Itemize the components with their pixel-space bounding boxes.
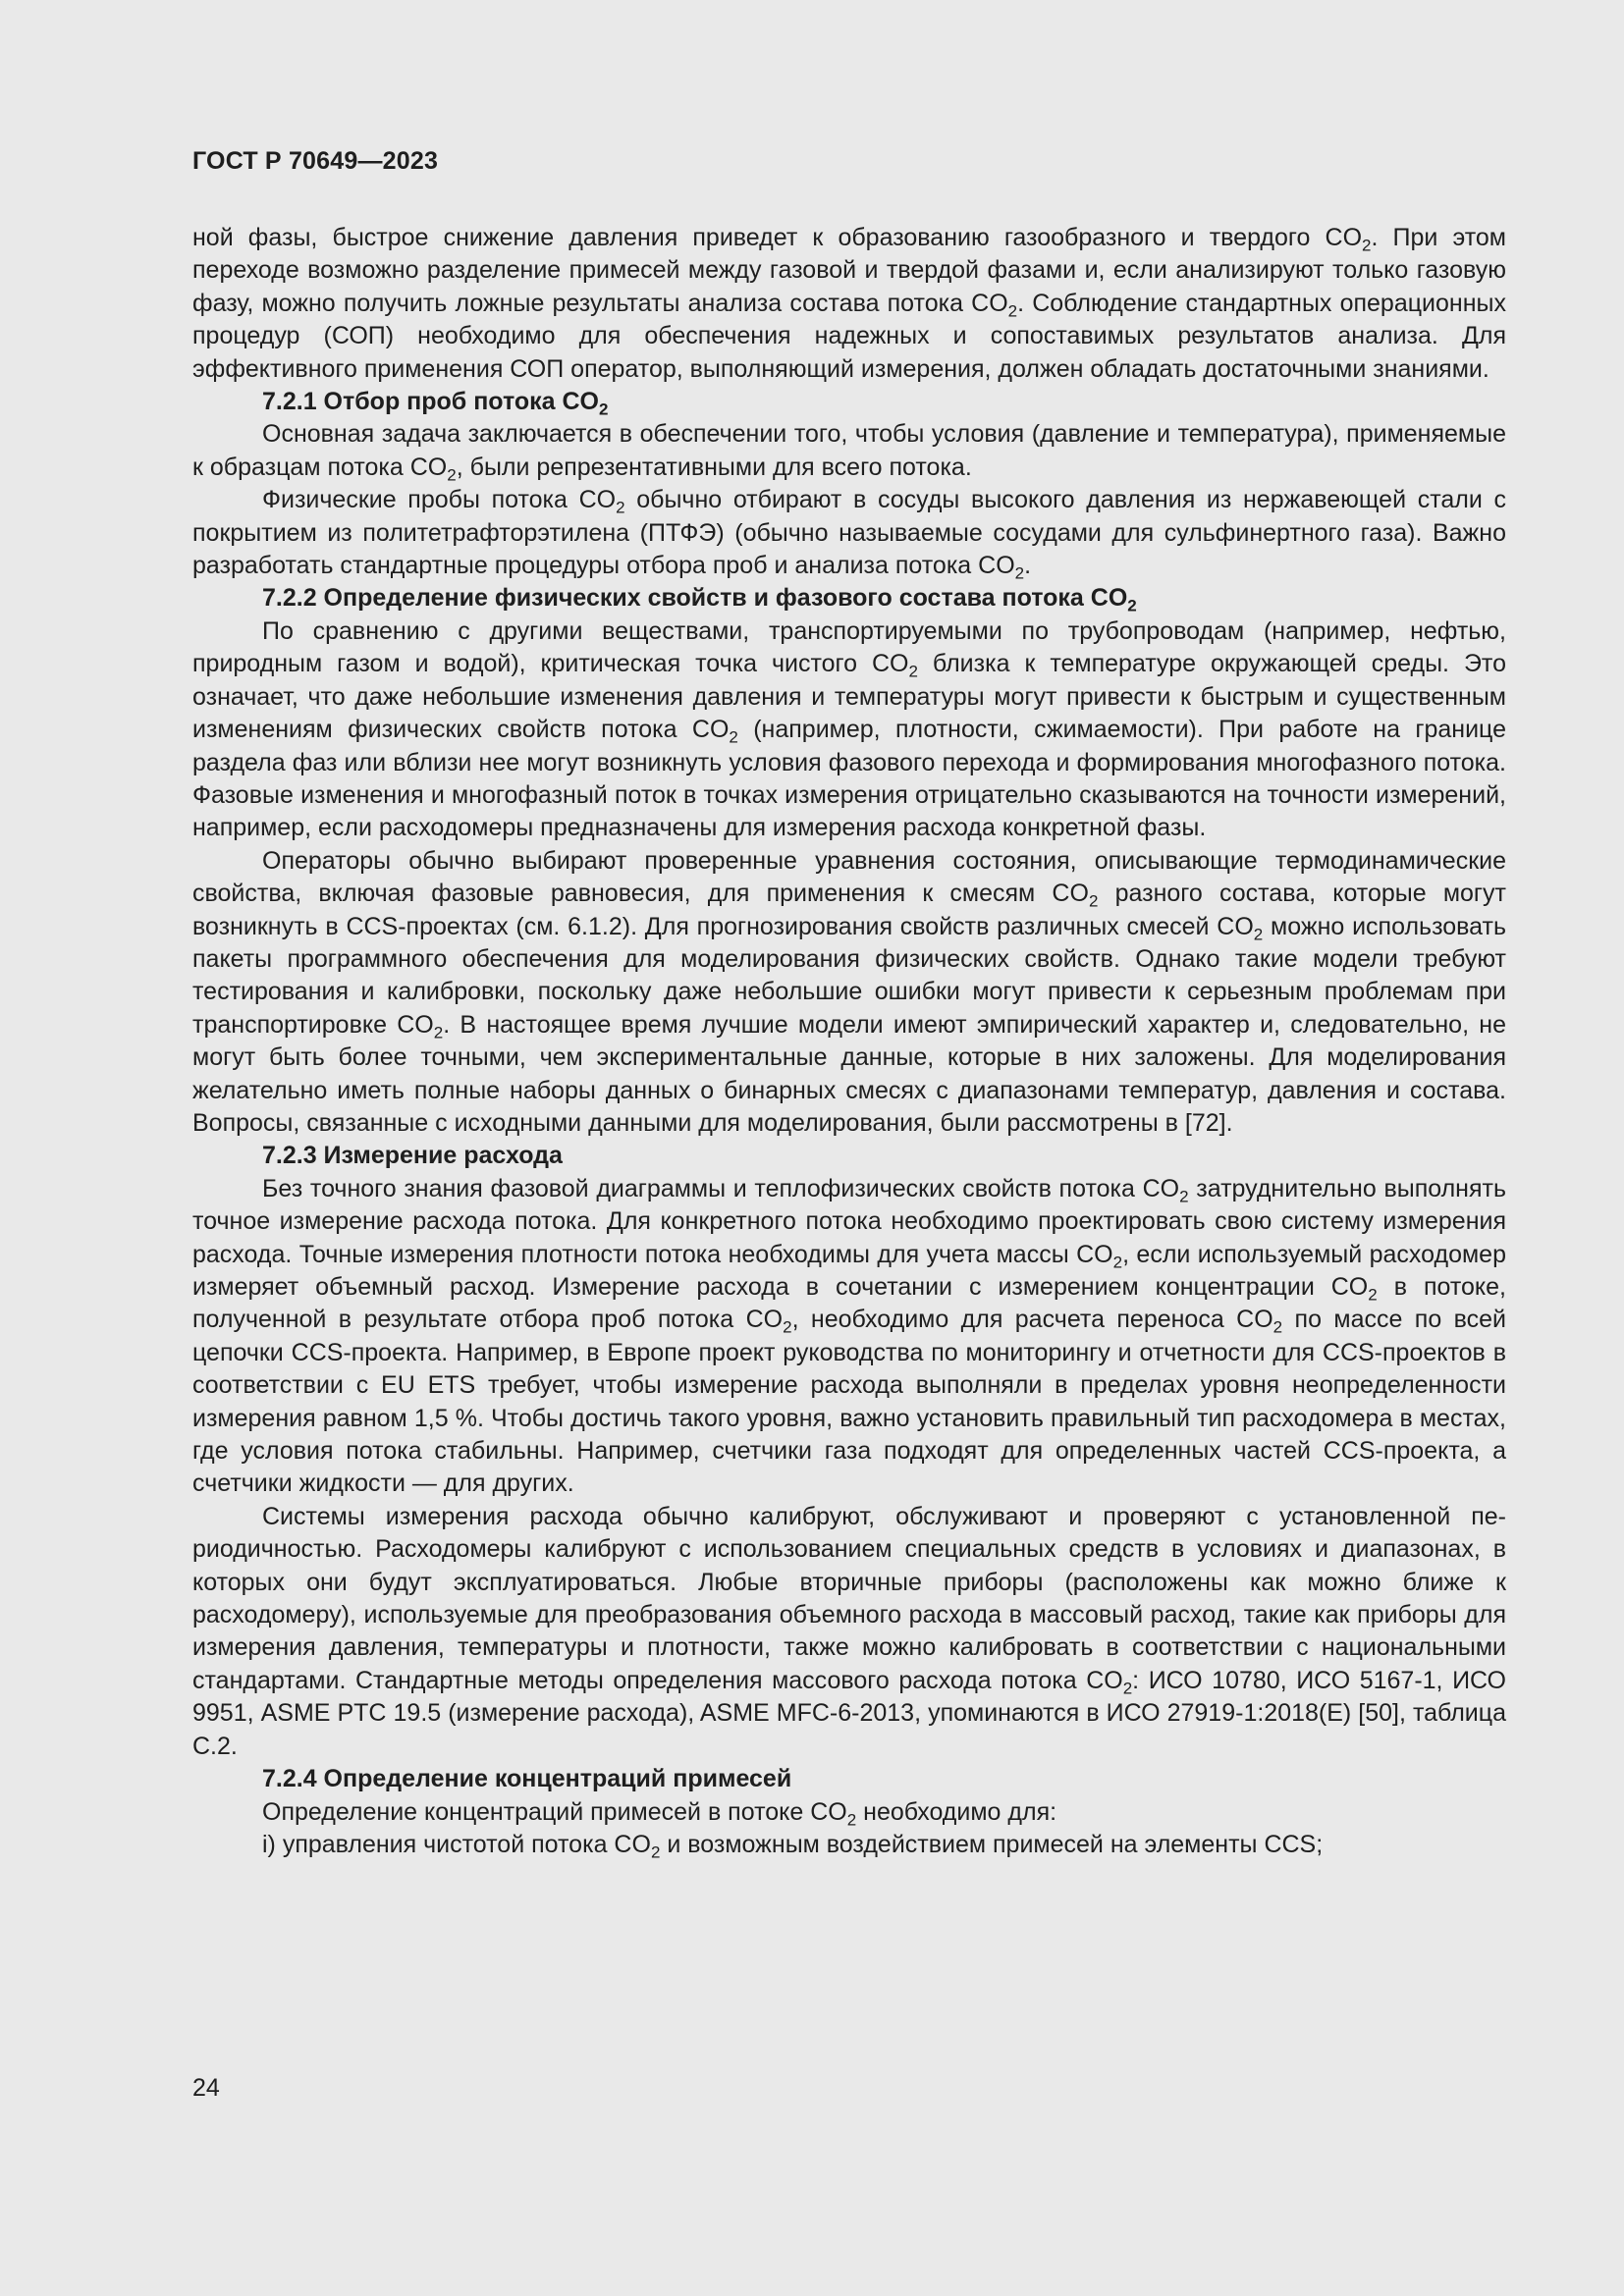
- subscript: 2: [1112, 1253, 1123, 1272]
- section-heading: [192, 386, 1506, 418]
- text-run: затруднительно выполнять точное измерение расхода потока. Для конкретного потока необходимо проектировать свою систему измерения расхода. Точные измерения плотности потока необходимы для учета массы CO: [192, 1174, 1506, 1268]
- subscript: 2: [616, 498, 625, 517]
- standard-header: ГОСТ Р 70649—2023: [192, 147, 439, 175]
- text-run: , если используемый расходомер измеряет объемный расход. Измерение расхода в сочетании с измерением концентрации CO: [192, 1240, 1506, 1301]
- text-run: в потоке, полученной в результате отбора проб потока CO: [192, 1273, 1506, 1334]
- text-run: Основная задача заключается в обеспечении того, чтобы условия (давление и температура), применяемые к образцам потока CO: [192, 420, 1506, 481]
- paragraph: [192, 1173, 1506, 1501]
- subscript: 2: [599, 400, 609, 419]
- section-heading: [192, 1763, 1506, 1795]
- text-run: Определение концентраций примесей в потоке CO: [262, 1797, 847, 1826]
- text-run: Физические пробы потока CO: [262, 486, 617, 514]
- paragraph: [192, 1796, 1506, 1829]
- subscript: 2: [1362, 236, 1372, 255]
- paragraph: [192, 1501, 1506, 1763]
- text-run: , были репрезентативными для всего потока.: [456, 453, 972, 481]
- text-run: (например, плотности, сжимаемости). При работе на границе раздела фаз или вблизи нее могут возникнуть условия фазового перехода и формирования многофазного потока. Фазовые изменения и многофазный поток в точках измерения отрицательно сказываются на точности измерений, например, если расходомеры предназначены для измерения расхода конкретной фазы.: [192, 716, 1506, 842]
- subscript: 2: [1014, 563, 1025, 583]
- text-run: Без точного знания фазовой диаграммы и теплофизических свойств потока CO: [262, 1174, 1180, 1202]
- subscript: 2: [1368, 1285, 1378, 1305]
- subscript: 2: [433, 1023, 444, 1042]
- section-heading: [192, 582, 1506, 614]
- text-run: , необходимо для расчета переноса CO: [791, 1306, 1273, 1334]
- text-run: и возможным воздействием примесей на элементы CCS;: [660, 1830, 1324, 1858]
- paragraph: [192, 1829, 1506, 1861]
- subscript: 2: [729, 727, 738, 747]
- text-run: i) управления чистотой потока CO: [262, 1830, 651, 1858]
- subscript: 2: [1272, 1317, 1283, 1337]
- text-run: .: [1024, 552, 1032, 580]
- text-run: 7.2.3 Измерение расхода: [262, 1142, 563, 1170]
- text-run: ной фазы, быстрое снижение давления приведет к образованию газообразного и твердого CO: [192, 224, 1363, 251]
- text-run: близка к температуре окружающей среды. Это означает, что даже небольшие изменения давления и температуры могут привести к быстрым и существенным изменениям физических свойств потока CO: [192, 650, 1507, 744]
- text-run: : ИСО 10780, ИСО 5167-1, ИСО 9951, ASME PTC 19.5 (измерение расхода), ASME MFC-6-2013, упоминаются в ИСО 27919-1:2018(E) [50], таблица С.2.: [192, 1666, 1506, 1760]
- subscript: 2: [447, 465, 457, 485]
- subscript: 2: [1127, 596, 1137, 615]
- text-run: можно использовать пакеты программного обеспечения для моделирования физических свойств. Однако такие модели требуют тестирования и калибровки, поскольку даже небольшие ошибки могут привести к серьезным проблемам при транспортировке CO: [192, 912, 1506, 1039]
- text-run: 7.2.1 Отбор проб потока CO: [262, 388, 599, 416]
- text-run: Операторы обычно выбирают проверенные уравнения состояния, описывающие термодинамические свойства, включая фазовые равновесия, для применения к смесям CO: [192, 846, 1506, 908]
- subscript: 2: [1007, 301, 1018, 321]
- subscript: 2: [1122, 1679, 1133, 1698]
- paragraph: [192, 484, 1506, 582]
- subscript: 2: [908, 662, 918, 681]
- subscript: 2: [846, 1809, 857, 1829]
- text-run: . В настоящее время лучшие модели имеют эмпирический характер и, следовательно, не могут быть более точными, чем экспериментальные данные, которые в них заложены. Для моделирования желательно иметь полные наборы данных о бинарных смесях с диапазонами температур, давления и состава. Вопросы, связанные с исходными данными для моделирования, были рассмотрены в [72].: [192, 1010, 1506, 1137]
- document-body: [192, 222, 1506, 1861]
- paragraph: [192, 615, 1506, 845]
- section-heading: [192, 1140, 1506, 1172]
- subscript: 2: [1253, 924, 1264, 943]
- subscript: 2: [1088, 891, 1099, 911]
- text-run: 7.2.2 Определение физических свойств и фазового состава потока CO: [262, 584, 1128, 613]
- paragraph: [192, 222, 1506, 386]
- paragraph: [192, 845, 1506, 1141]
- text-run: необходимо для:: [856, 1797, 1057, 1826]
- text-run: 7.2.4 Определение концентраций примесей: [262, 1765, 792, 1793]
- text-run: разного состава, которые могут возникнуть в CCS-проектах (см. 6.1.2). Для прогнозирования свойств различных смесей CO: [192, 880, 1506, 940]
- text-run: Системы измерения расхода обычно калибруют, обслуживают и проверяют с установленной периодичностью. Расходомеры калибруют с использованием специальных средств в условиях и диапазонах, в которых они будут эксплуатироваться. Любые вторичные приборы (расположены как можно ближе к расходомеру), используемые для преобразования объемного расхода в массовый расход, такие как приборы для измерения давления, температуры и плотности, также можно калибровать в соответствии с национальными стандартами. Стандартные методы определения массового расхода потока CO: [192, 1502, 1506, 1694]
- text-run: . Соблюдение стандартных операционных процедур (СОП) необходимо для обеспечения надежных и сопоставимых результатов анализа. Для эффективного применения СОП оператор, выполняющий измерения, должен обладать достаточными знаниями.: [192, 289, 1507, 383]
- text-run: по массе по всей цепочки CCS-проекта. Например, в Европе проект руководства по мониторингу и отчетности для CCS-проектов в соответствии с EU ETS требует, чтобы измерение расхода выполняли в пределах уровня неопределенности измерения равном 1,5 %. Чтобы достичь такого уровня, важно установить правильный тип расходомера в местах, где условия потока стабильны. Например, счетчики газа подходят для определенных частей CCS-проекта, а счетчики жидкости — для других.: [192, 1306, 1506, 1498]
- paragraph: [192, 418, 1506, 484]
- subscript: 2: [1179, 1187, 1189, 1206]
- subscript: 2: [650, 1842, 661, 1862]
- subscript: 2: [783, 1317, 792, 1337]
- page-number: 24: [192, 2074, 220, 2102]
- text-run: . При этом переходе возможно разделение примесей между газовой и твердой фазами и, если анализируют только газовую фазу, можно получить ложные результаты анализа состава потока CO: [192, 224, 1506, 317]
- text-run: обычно отбирают в сосуды высокого давления из нержавеющей стали с покрытием из политетрафторэтилена (ПТФЭ) (обычно называемые сосудами для сульфинертного газа). Важно разработать стандартные процедуры отбора проб и анализа потока CO: [192, 486, 1506, 580]
- text-run: По сравнению с другими веществами, транспортируемыми по трубопроводам (например, нефтью, природным газом и водой), критическая точка чистого CO: [192, 616, 1506, 678]
